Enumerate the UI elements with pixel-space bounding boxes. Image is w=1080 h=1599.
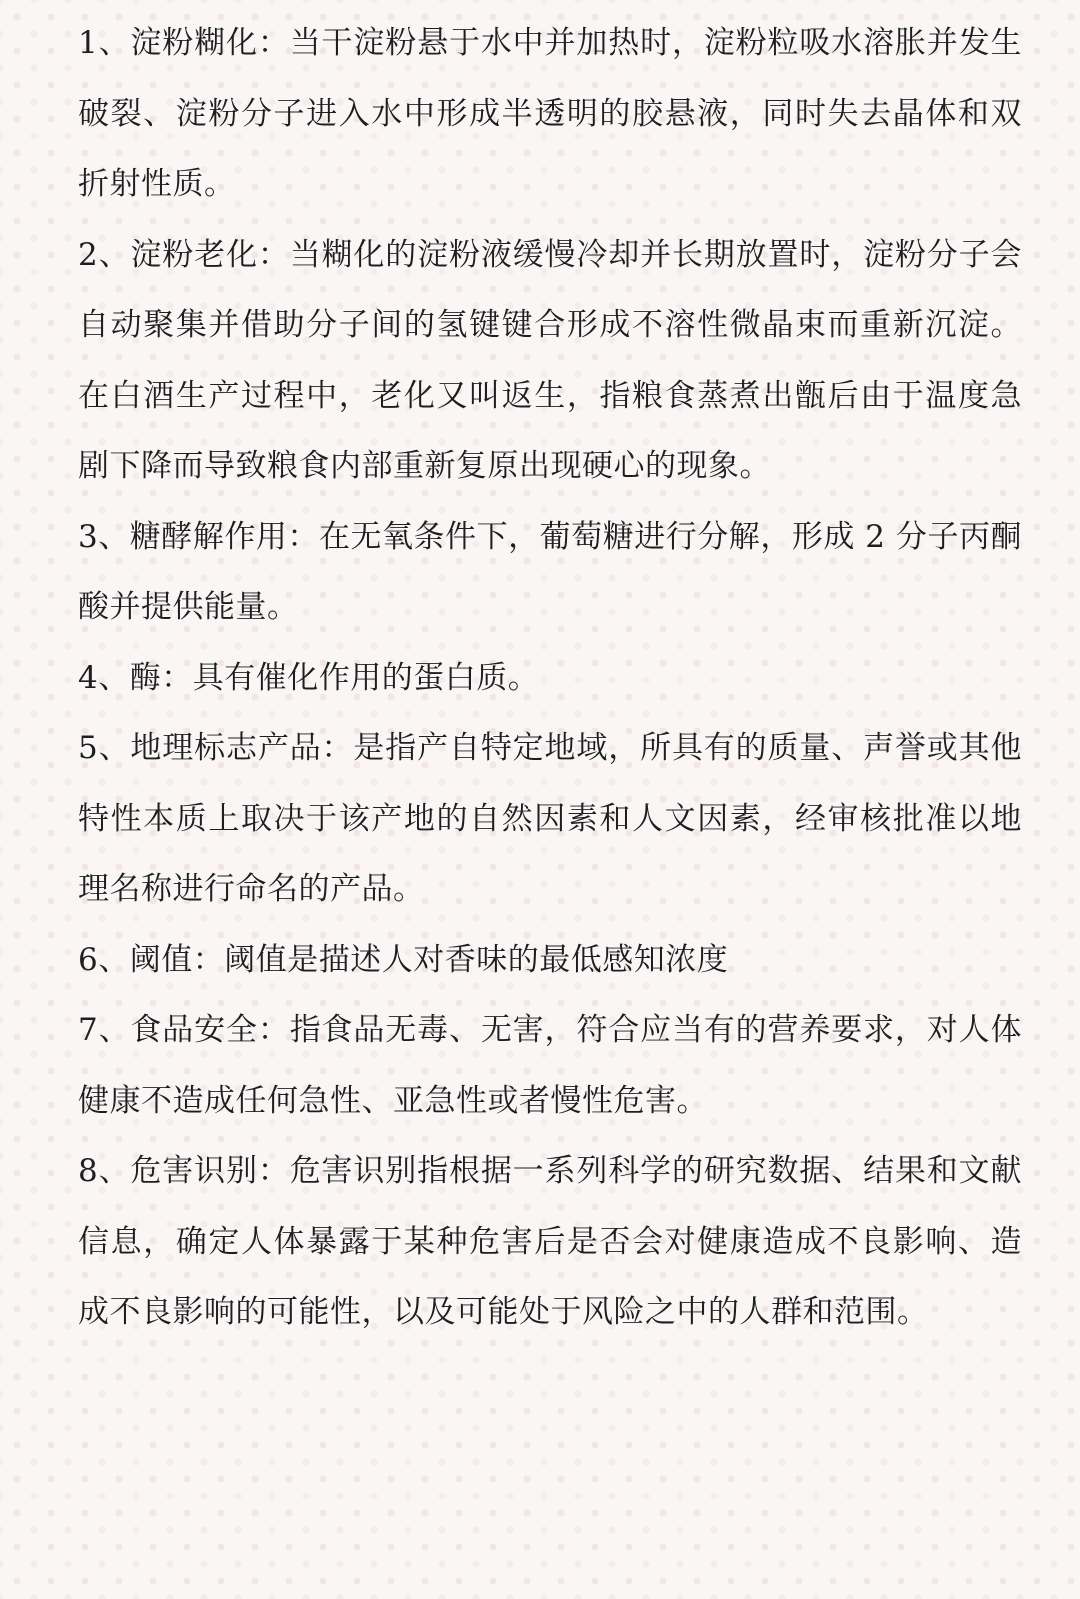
definition-starch-gelatinization: 1、淀粉糊化：当干淀粉悬于水中并加热时，淀粉粒吸水溶胀并发生破裂、淀粉分子进入水中形成半透明的胶悬液，同时失去晶体和双折射性质。 (78, 25, 1022, 202)
definition-hazard-identification: 8、危害识别：危害识别指根据一系列科学的研究数据、结果和文献信息，确定人体暴露于某种危害后是否会对健康造成不良影响、造成不良影响的可能性，以及可能处于风险之中的人群和范围。 (78, 1153, 1022, 1330)
definition-threshold: 6、阈值：阈值是描述人对香味的最低感知浓度 (78, 941, 729, 978)
definition-geographical-indication-product: 5、地理标志产品：是指产自特定地域，所具有的质量、声誉或其他特性本质上取决于该产地的自然因素和人文因素，经审核批准以地理名称进行命名的产品。 (78, 730, 1022, 907)
definition-food-safety: 7、食品安全：指食品无毒、无害，符合应当有的营养要求，对人体健康不造成任何急性、亚急性或者慢性危害。 (78, 1012, 1022, 1119)
definition-enzyme: 4、酶：具有催化作用的蛋白质。 (78, 659, 540, 696)
definition-starch-retrogradation: 2、淀粉老化：当糊化的淀粉液缓慢冷却并长期放置时，淀粉分子会自动聚集并借助分子间的氢键键合形成不溶性微晶束而重新沉淀。在白酒生产过程中，老化又叫返生，指粮食蒸煮出甑后由于温度急剧下降而导致粮食内部重新复原出现硬心的现象。 (78, 236, 1022, 484)
definition-glycolysis: 3、糖酵解作用：在无氧条件下，葡萄糖进行分解，形成 2 分子丙酮酸并提供能量。 (78, 518, 1022, 625)
